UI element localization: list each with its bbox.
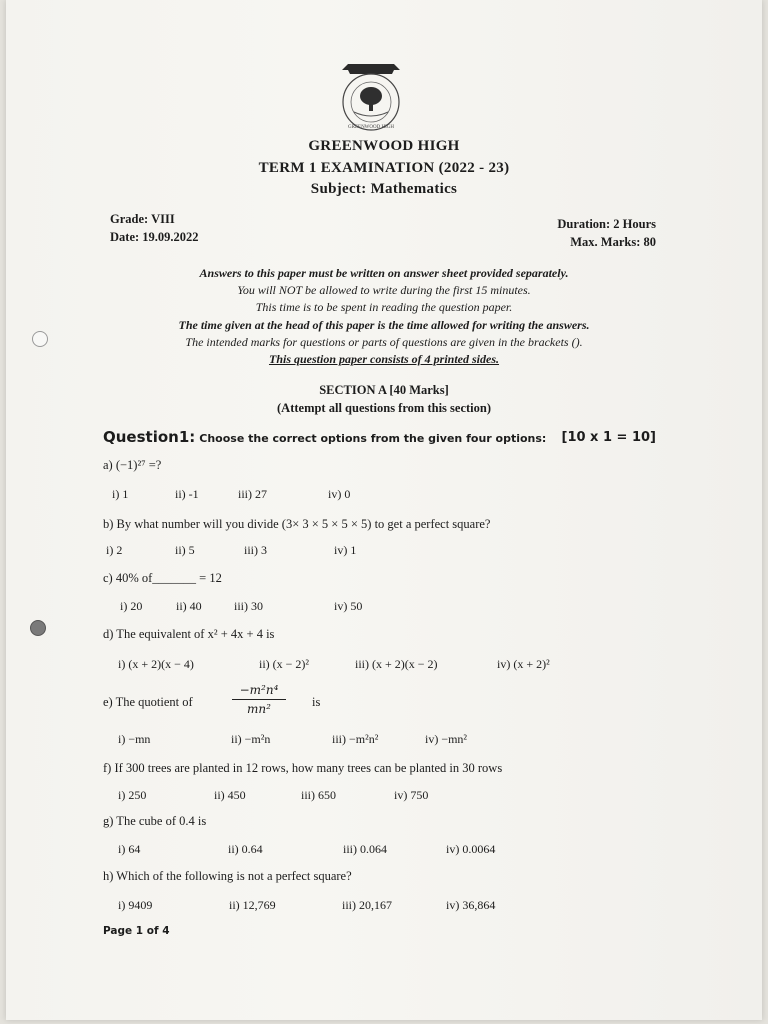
max-marks: Max. Marks: 80 [570, 235, 656, 249]
item-e-fraction [232, 683, 286, 716]
item-e-question-suffix: is [312, 695, 321, 709]
item-d-option-4: iv) (x + 2)² [497, 657, 550, 671]
item-e-option-3: iii) −m²n² [332, 732, 379, 746]
exam-date: Date: 19.09.2022 [110, 230, 199, 244]
item-b-option-2: ii) 5 [175, 543, 195, 557]
school-logo [334, 56, 408, 136]
item-f-option-1: i) 250 [118, 788, 147, 802]
item-b-option-1: i) 2 [106, 543, 123, 557]
item-h-option-2: ii) 12,769 [229, 898, 276, 912]
item-e-option-4: iv) −mn² [425, 732, 468, 746]
item-e-numerator: −m²n⁴ [232, 683, 286, 700]
item-d-option-1: i) (x + 2)(x − 4) [118, 657, 194, 671]
instruction-5: The intended marks for questions or parts of questions are given in the brackets (). [185, 335, 583, 349]
exam-title: TERM 1 EXAMINATION (2022 - 23) [258, 160, 510, 176]
item-a-option-3: iii) 27 [238, 487, 267, 501]
item-c-option-3: iii) 30 [234, 599, 263, 613]
item-a-option-2: ii) -1 [175, 487, 199, 501]
item-a-option-4: iv) 0 [328, 487, 351, 501]
item-c-option-1: i) 20 [120, 599, 143, 613]
instruction-2: You will NOT be allowed to write during the first 15 minutes. [237, 283, 531, 297]
item-e-option-2: ii) −m²n [231, 732, 271, 746]
school-name: GREENWOOD HIGH [308, 138, 460, 154]
section-title: SECTION A [40 Marks] [319, 383, 449, 397]
question1-header [103, 428, 546, 447]
punch-hole-bottom [30, 620, 46, 636]
question1-marks: [10 x 1 = 10] [561, 430, 656, 445]
item-f-option-3: iii) 650 [301, 788, 336, 802]
page-number: Page 1 of 4 [103, 925, 170, 937]
item-g-option-1: i) 64 [118, 842, 141, 856]
item-f-option-2: ii) 450 [214, 788, 246, 802]
item-g-question: g) The cube of 0.4 is [103, 814, 207, 828]
item-e-question-prefix: e) The quotient of [103, 695, 193, 709]
question1-label: Question1: [103, 428, 196, 446]
instruction-6: This question paper consists of 4 printed sides. [268, 352, 500, 366]
item-f-question: f) If 300 trees are planted in 12 rows, how many trees can be planted in 30 rows [103, 761, 503, 775]
grade: Grade: VIII [110, 212, 175, 226]
item-d-option-2: ii) (x − 2)² [259, 657, 310, 671]
item-c-option-2: ii) 40 [176, 599, 202, 613]
logo-text: GREENWOOD HIGH [348, 125, 394, 130]
item-h-option-1: i) 9409 [118, 898, 153, 912]
instruction-3: This time is to be spent in reading the question paper. [255, 300, 513, 314]
item-d-option-3: iii) (x + 2)(x − 2) [355, 657, 438, 671]
duration: Duration: 2 Hours [557, 217, 656, 231]
item-a-question: a) (−1)²⁷ =? [103, 458, 162, 472]
item-e-option-1: i) −mn [118, 732, 151, 746]
item-d-question: d) The equivalent of x² + 4x + 4 is [103, 627, 275, 641]
item-h-question: h) Which of the following is not a perfect square? [103, 869, 352, 883]
item-b-option-3: iii) 3 [244, 543, 267, 557]
item-g-option-2: ii) 0.64 [228, 842, 263, 856]
item-h-option-4: iv) 36,864 [446, 898, 496, 912]
item-a-option-1: i) 1 [112, 487, 129, 501]
item-g-option-3: iii) 0.064 [343, 842, 387, 856]
item-c-option-4: iv) 50 [334, 599, 363, 613]
question1-text: Choose the correct options from the given four options: [199, 432, 547, 445]
instruction-4: The time given at the head of this paper is the time allowed for writing the answers. [178, 318, 590, 332]
instruction-1: Answers to this paper must be written on answer sheet provided separately. [199, 266, 569, 280]
item-b-option-4: iv) 1 [334, 543, 357, 557]
item-b-question: b) By what number will you divide (3× 3 × 5 × 5 × 5) to get a perfect square? [103, 517, 491, 531]
item-e-denominator: mn² [247, 702, 271, 716]
item-g-option-4: iv) 0.0064 [446, 842, 496, 856]
item-f-option-4: iv) 750 [394, 788, 429, 802]
item-h-option-3: iii) 20,167 [342, 898, 392, 912]
item-c-question: c) 40% of_______ = 12 [103, 571, 222, 585]
section-note: (Attempt all questions from this section) [277, 401, 491, 415]
subject-line: Subject: Mathematics [310, 181, 458, 197]
